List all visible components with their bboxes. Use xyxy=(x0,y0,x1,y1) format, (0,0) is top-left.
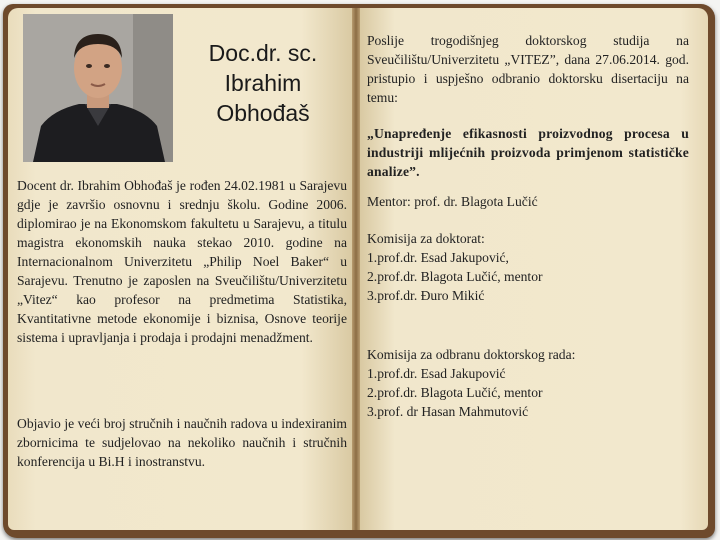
title-line-1: Doc.dr. sc. xyxy=(208,40,318,66)
dissertation-intro: Poslije trogodišnjeg doktorskog studija na Sveučilištu/Univerzitetu „VITEZ”, dana 27.06.2014. god. pristupio i uspješno odbranio doktorsku disertaciju na temu: xyxy=(367,33,689,105)
doctorate-committee xyxy=(367,229,689,305)
publications-paragraph: Objavio je veći broj stručnih i naučnih radova u indexiranim zbornicima te sudjelovao na nekoliko naučnih i stručnih konferencija u Bi.H i inostranstvu. xyxy=(17,416,347,469)
dissertation-title: „Unapređenje efikasnosti proizvodnog procesa u industriji mlijećnih proizvoda primjenom statističke analize”. xyxy=(367,126,689,179)
committee-member: 2.prof.dr. Blagota Lučić, mentor xyxy=(367,269,543,284)
committee-heading: Komisija za doktorat: xyxy=(367,231,485,246)
committee-heading: Komisija za odbranu doktorskog rada: xyxy=(367,347,576,362)
committee-member: 3.prof.dr. Đuro Mikić xyxy=(367,288,485,303)
page-title xyxy=(188,38,338,128)
committee-member: 1.prof.dr. Esad Jakupović xyxy=(367,366,506,381)
title-line-2: Ibrahim xyxy=(224,70,302,96)
biography-paragraph: Docent dr. Ibrahim Obhođaš je rođen 24.02.1981 u Sarajevu gdje je završio osnovnu i srednju školu. Godine 2006. diplomirao je na Ekonomskom fakultetu u Sarajevu, a titulu magistra ekonomskih nauka stekao 2010. godine na Internacionalnom Univerzitetu „Philip Noel Baker“ u Sarajevu. Trenutno je zaposlen na Sveučilištu/Univerzitetu „Vitez“ kao profesor na predmetima Statistika, Kvantitativne metode ekonomije i biznisa, Osnove teorije sistema i upravljanja i prodaja i prodajni menadžment. xyxy=(17,178,347,345)
committee-member: 3.prof. dr Hasan Mahmutović xyxy=(367,404,529,419)
person-portrait-icon xyxy=(23,14,173,162)
title-line-3: Obhođaš xyxy=(216,100,310,126)
book-spine xyxy=(352,8,360,530)
committee-member: 2.prof.dr. Blagota Lučić, mentor xyxy=(367,385,543,400)
committee-member: 1.prof.dr. Esad Jakupović, xyxy=(367,250,509,265)
mentor-line: Mentor: prof. dr. Blagota Lučić xyxy=(367,194,538,209)
defense-committee xyxy=(367,345,689,421)
